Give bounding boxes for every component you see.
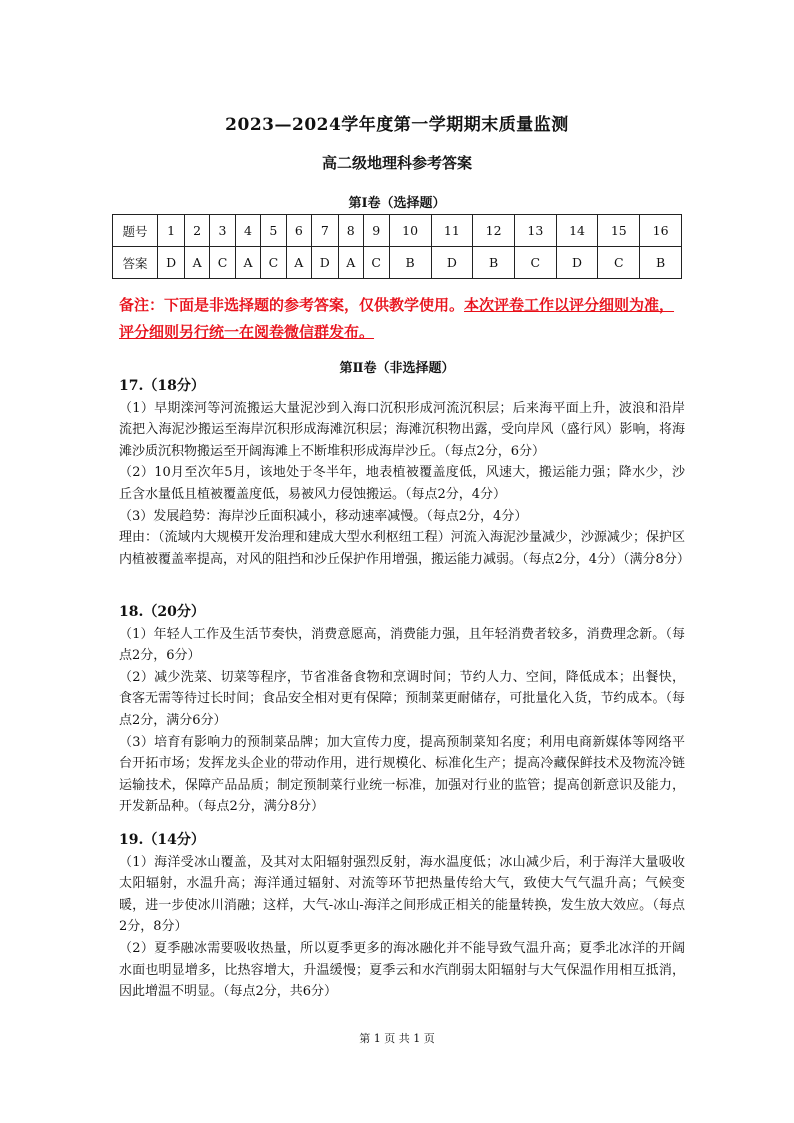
- answer-cell: C: [514, 247, 556, 279]
- question-17-part1: （1）早期滦河等河流搬运大量泥沙到入海口沉积形成河流沉积层；后来海平面上升，波浪和沿岸流把入海泥沙搬运至海岸沉积形成海滩沉积层；海滩沉积物出露，受向岸风（盛行风）影响，将海滩沙质沉积物搬运至开阔海滩上不断堆积形成海岸沙丘。（每点2分，6分）: [119, 400, 685, 459]
- answer-cell: A: [185, 247, 210, 279]
- answer-table-answer-row: [113, 247, 682, 279]
- page-footer: 第 1 页 共 1 页: [359, 1032, 435, 1045]
- answer-cell: A: [236, 247, 261, 279]
- answer-cell: D: [311, 247, 338, 279]
- answer-cell: D: [431, 247, 473, 279]
- question-number: 16: [640, 215, 682, 247]
- question-19: [119, 830, 685, 1003]
- answer-cell: A: [338, 247, 363, 279]
- question-number: 11: [431, 215, 473, 247]
- answer-cell: D: [556, 247, 598, 279]
- question-number: 7: [311, 215, 338, 247]
- red-note: [119, 292, 685, 346]
- question-19-part2: （2）夏季融冰需要吸收热量，所以夏季更多的海冰融化并不能导致气温升高；夏季北冰洋的开阔水面也明显增多，比热容增大，升温缓慢；夏季云和水汽削弱太阳辐射与大气保温作用相互抵消，因此增温不明显。（每点2分，共6分）: [119, 940, 685, 1000]
- question-number: 5: [260, 215, 286, 247]
- question-number: 10: [389, 215, 431, 247]
- answer-cell: C: [260, 247, 286, 279]
- question-number: 6: [286, 215, 311, 247]
- question-number: 14: [556, 215, 598, 247]
- question-18-part2: （2）减少洗菜、切菜等程序，节省准备食物和烹调时间；节约人力、空间，降低成本；出餐快，食客无需等待过长时间；食品安全相对更有保障；预制菜更耐储存，可批量化入货，节约成本。（每点2分，满分6分）: [119, 669, 685, 728]
- question-number: 13: [514, 215, 556, 247]
- answer-cell: B: [640, 247, 682, 279]
- question-19-part1: （1）海洋受冰山覆盖，及其对太阳辐射强烈反射，海水温度低；冰山减少后，利于海洋大量吸收太阳辐射，水温升高；海洋通过辐射、对流等环节把热量传给大气，致使大气气温升高；气候变暖，进一步使冰川消融；这样，大气-冰山-海洋之间形成正相关的能量转换，发生放大效应。（每点2分，8分）: [119, 854, 685, 935]
- question-number: 9: [363, 215, 389, 247]
- page-subtitle: 高二级地理科参考答案: [321, 154, 472, 172]
- answer-table: [112, 214, 682, 279]
- question-number: 12: [473, 215, 515, 247]
- question-17-heading: 17.（18分）: [119, 378, 205, 394]
- question-number: 1: [158, 215, 185, 247]
- section2-title: 第Ⅱ卷（非选择题）: [339, 361, 455, 376]
- row-label-number: 题号: [113, 215, 158, 247]
- question-18-heading: 18.（20分）: [119, 604, 205, 620]
- row-label-answer: 答案: [113, 247, 158, 279]
- answer-cell: D: [158, 247, 185, 279]
- question-18: [119, 602, 685, 818]
- section1-title: 第Ⅰ卷（选择题）: [348, 196, 446, 211]
- question-18-part1: （1）年轻人工作及生活节奏快，消费意愿高，消费能力强，且年轻消费者较多，消费理念新。（每点2分，6分）: [119, 626, 685, 664]
- question-17: [119, 376, 690, 570]
- question-17-part2: （2）10月至次年5月，该地处于冬半年，地表植被覆盖度低，风速大，搬运能力强；降水少，沙丘含水量低且植被覆盖度低，易被风力侵蚀搬运。（每点2分，4分）: [119, 465, 685, 502]
- question-19-heading: 19.（14分）: [119, 832, 205, 848]
- note-text: 备注：下面是非选择题的参考答案，仅供教学使用。: [119, 296, 465, 314]
- question-number: 15: [598, 215, 640, 247]
- answer-cell: B: [473, 247, 515, 279]
- answer-cell: B: [389, 247, 431, 279]
- answer-cell: C: [598, 247, 640, 279]
- question-number: 3: [209, 215, 235, 247]
- page-title: 2023—2024学年度第一学期期末质量监测: [225, 115, 569, 135]
- question-18-part3: （3）培育有影响力的预制菜品牌；加大宣传力度，提高预制菜知名度；利用电商新媒体等网络平台开拓市场；发挥龙头企业的带动作用，进行规模化、标准化生产；提高冷藏保鲜技术及物流冷链运输技术，保障产品品质；制定预制菜行业统一标准，加强对行业的监管；提高创新意识及能力，开发新品种。（每点2分，满分8分）: [119, 734, 685, 815]
- note-underlined-text: 本次评卷工作以评分细则为准，评分细则另行统一在阅卷微信群发布。: [119, 296, 675, 341]
- answer-cell: C: [209, 247, 235, 279]
- question-number: 4: [236, 215, 261, 247]
- question-number: 8: [338, 215, 363, 247]
- question-17-part4: 理由：（流域内大规模开发治理和建成大型水利枢纽工程）河流入海泥沙量减少，沙源减少；保护区内植被覆盖率提高，对风的阻挡和沙丘保护作用增强，搬运能力减弱。（每点2分，4分）（满分8分）: [119, 530, 690, 567]
- question-17-part3: （3）发展趋势：海岸沙丘面积减小，移动速率减慢。（每点2分，4分）: [119, 508, 528, 524]
- answer-cell: C: [363, 247, 389, 279]
- question-number: 2: [185, 215, 210, 247]
- answer-cell: A: [286, 247, 311, 279]
- answer-table-number-row: [113, 215, 682, 247]
